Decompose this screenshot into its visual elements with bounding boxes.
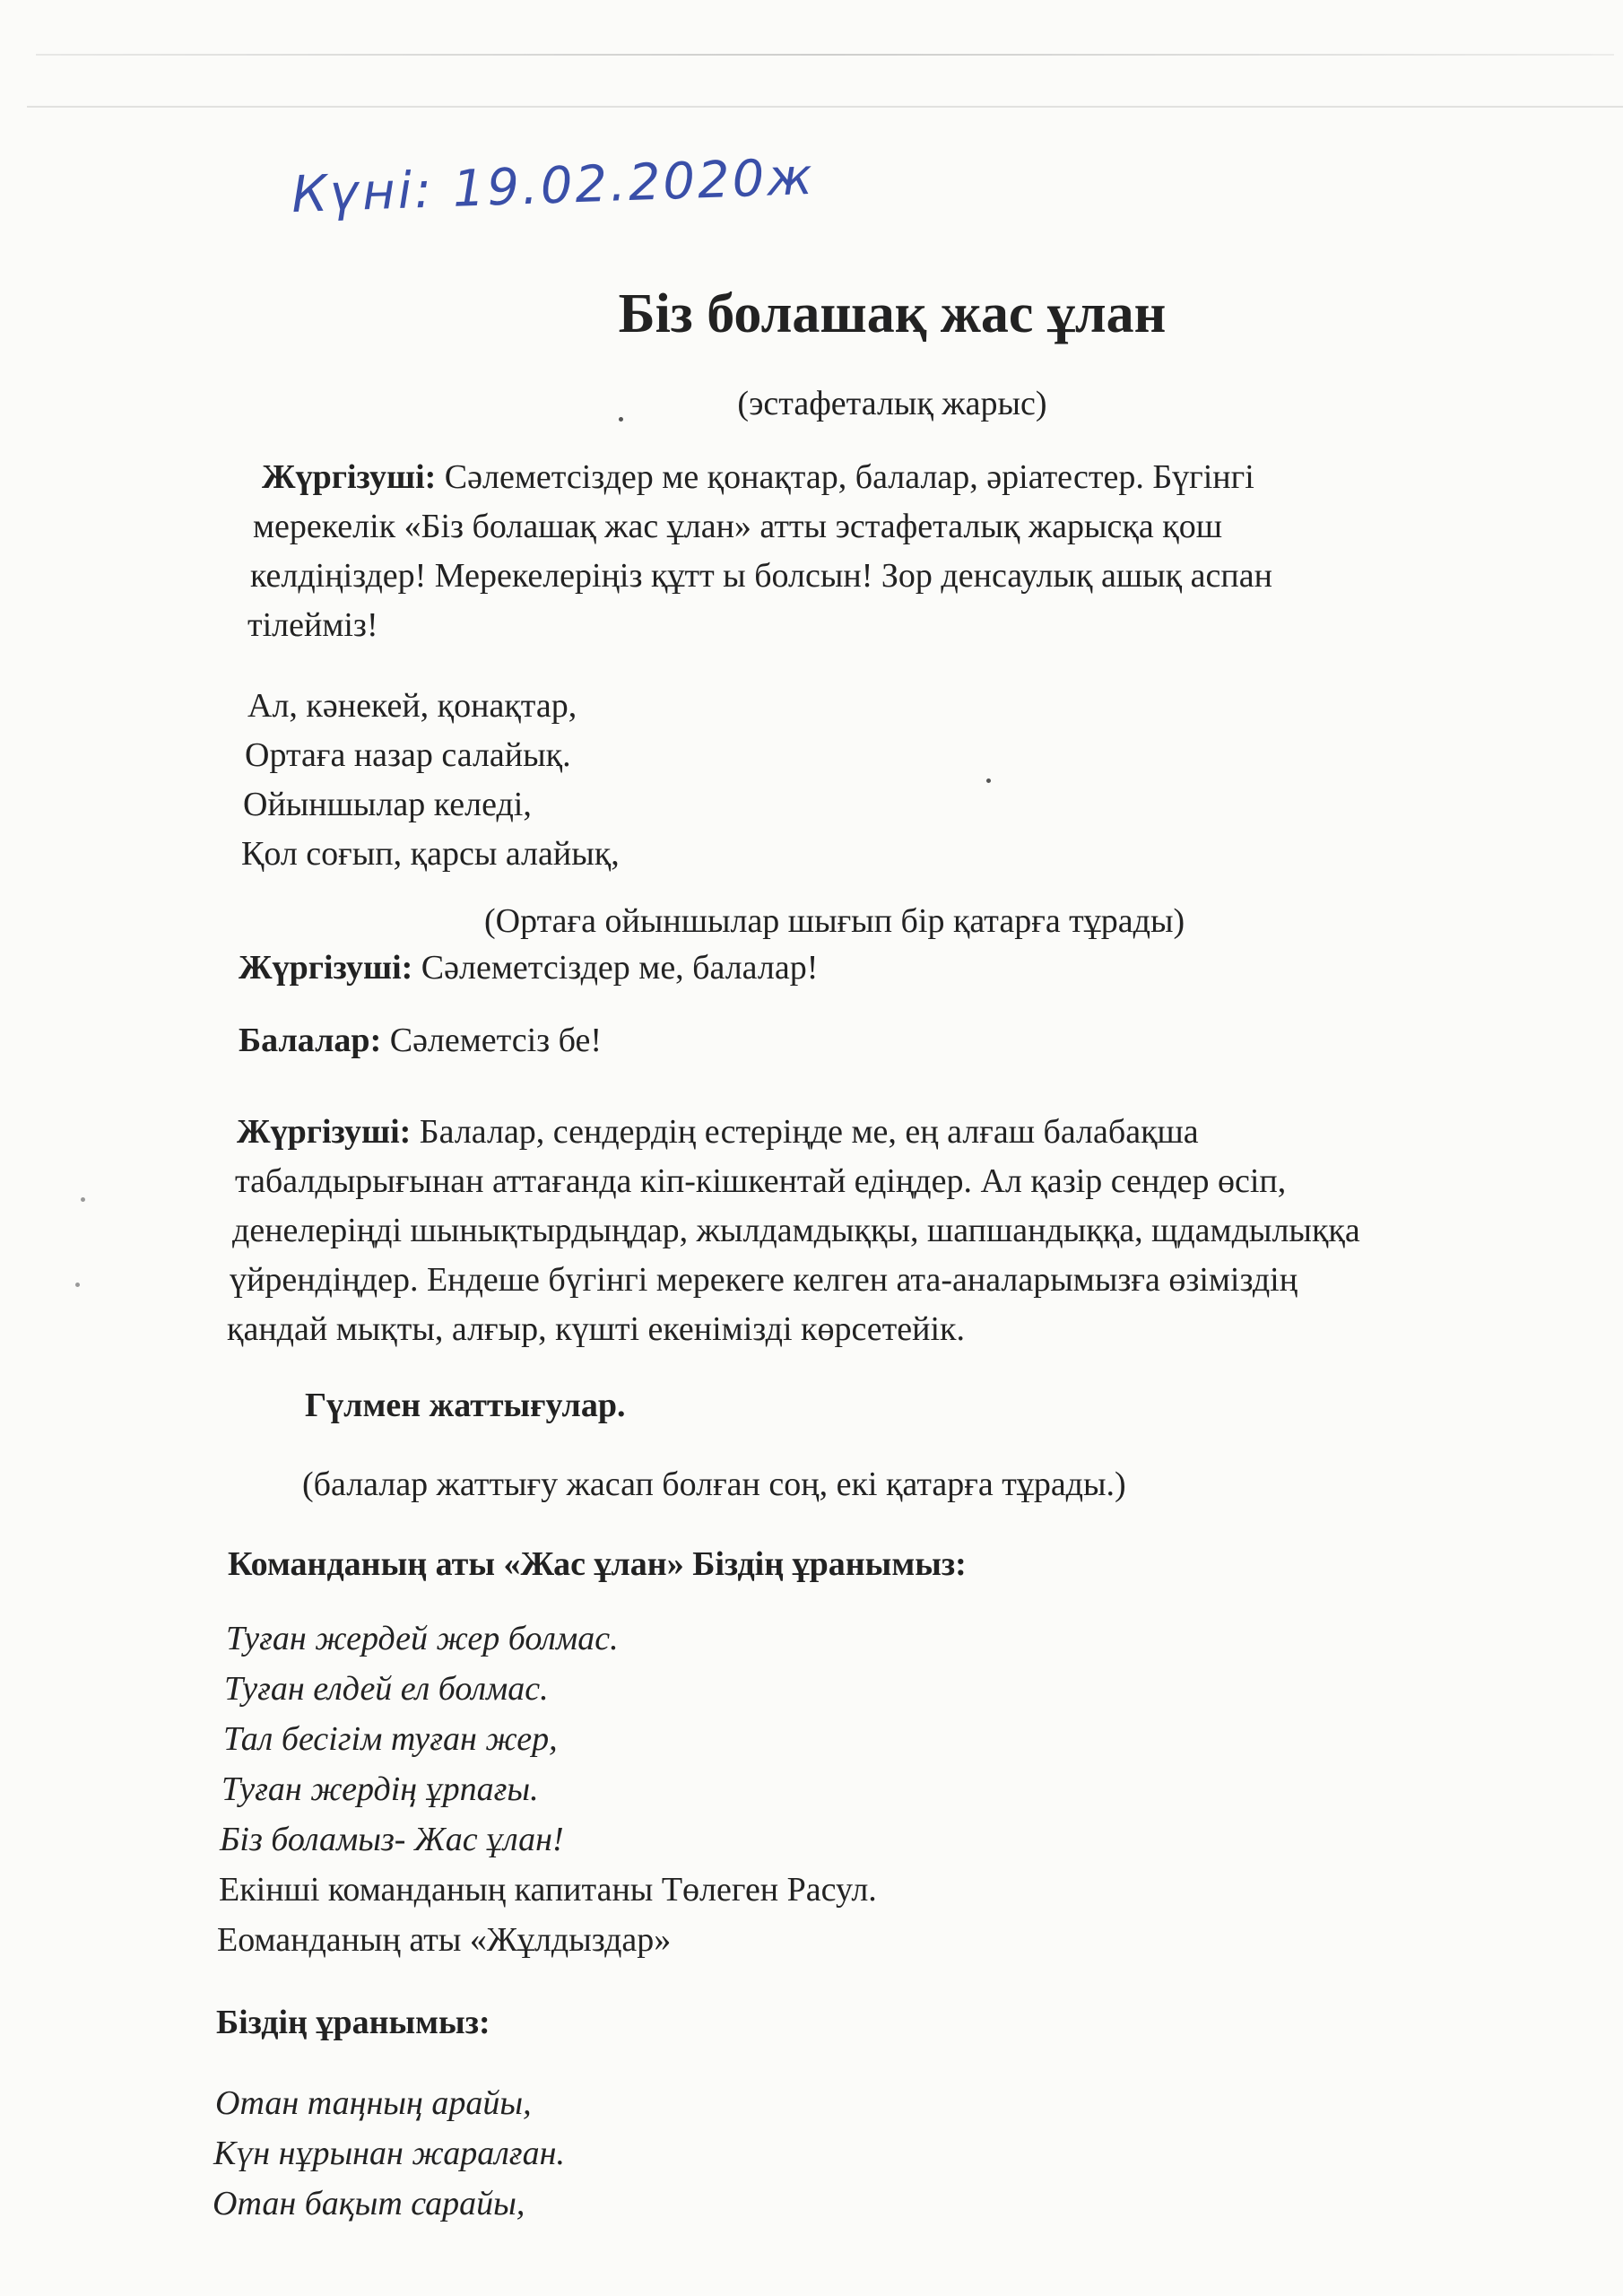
poem2-line-4: Туған жердің ұрпағы.: [221, 1770, 539, 1808]
para1-line-2: мерекелік «Біз болашақ жас ұлан» атты эстафеталық жарысқа қош: [253, 508, 1222, 545]
document-subtitle: (эстафеталық жарыс): [737, 385, 1047, 422]
exercise-heading: Гүлмен жаттығулар.: [305, 1387, 626, 1424]
poem1-line-4: Қол соғып, қарсы алайық,: [241, 835, 620, 873]
handwritten-date: Күні: 19.02.2020ж: [291, 147, 816, 225]
poem1-line-2: Ортаға назар салайық.: [245, 736, 571, 774]
stage-direction-1: (Ортаға ойыншылар шығып бір қатарға тұрады): [484, 902, 1185, 940]
scan-speck: [619, 417, 623, 422]
poem2-line-2: Туған елдей ел болмас.: [224, 1670, 549, 1708]
speaker-label: Жүргізуші:: [237, 1113, 412, 1151]
poem2-line-1: Туған жердей жер болмас.: [226, 1620, 619, 1657]
para2: Жүргізуші: Сәлеметсіздер ме, балалар!: [239, 949, 819, 987]
speaker-label: Жүргізуші:: [239, 949, 413, 987]
scan-speck: [81, 1197, 85, 1202]
document-title: Біз болашақ жас ұлан: [618, 283, 1167, 344]
scan-edge-line-2: [27, 106, 1623, 108]
team2-name: Еоманданың аты «Жұлдыздар»: [217, 1921, 672, 1959]
team2-captain: Екінші команданың капитаны Төлеген Расул.: [219, 1871, 877, 1909]
scan-speck: [986, 778, 991, 783]
para4-line-1: Жүргізуші: Балалар, сендердің естеріңде ме, ең алғаш балабақша: [237, 1113, 1199, 1151]
scan-edge-line: [36, 54, 1614, 56]
poem3-line-1: Отан таңның арайы,: [215, 2084, 532, 2122]
para4-line-2: табалдырығынан аттағанда кіп-кішкентай едіңдер. Ал қазір сендер өсіп,: [235, 1162, 1287, 1200]
team2-heading: Біздің ұранымыз:: [216, 2004, 490, 2041]
stage-direction-2: (балалар жаттығу жасап болған соң, екі қатарға тұрады.): [302, 1465, 1126, 1503]
scan-speck: [75, 1283, 80, 1287]
poem1-line-3: Ойыншылар келеді,: [243, 786, 532, 823]
para4-line-5: қандай мықты, алғыр, күшті екенімізді көрсетейік.: [227, 1310, 965, 1348]
para4-line-4: үйрендіңдер. Ендеше бүгінгі мерекеге келген ата-аналарымызға өзіміздің: [230, 1261, 1298, 1299]
para4-line-3: денелеріңді шынықтырдыңдар, жылдамдыққы, шапшандыққа, щдамдылыққа: [232, 1212, 1360, 1249]
para3: Балалар: Сәлеметсіз бе!: [239, 1022, 603, 1059]
para1-line-4: тілейміз!: [247, 606, 378, 644]
team1-heading: Команданың аты «Жас ұлан» Біздің ұранымыз:: [228, 1545, 967, 1583]
para1-line-1: Жүргізуші: Сәлеметсіздер ме қонақтар, балалар, әріатестер. Бүгінгі: [262, 458, 1254, 496]
poem3-line-2: Күн нұрынан жаралған.: [213, 2135, 565, 2172]
poem2-line-3: Тал бесігім туған жер,: [223, 1720, 558, 1758]
poem3-line-3: Отан бақыт сарайы,: [213, 2185, 525, 2222]
speaker-label: Жүргізуші:: [262, 458, 437, 496]
poem2-line-5: Біз боламыз- Жас ұлан!: [220, 1821, 564, 1858]
para1-line-3: келдіңіздер! Мерекелеріңіз құтт ы болсын! Зор денсаулық ашық аспан: [250, 557, 1272, 595]
poem1-line-1: Ал, кәнекей, қонақтар,: [247, 687, 577, 725]
speaker-label: Балалар:: [239, 1022, 382, 1059]
